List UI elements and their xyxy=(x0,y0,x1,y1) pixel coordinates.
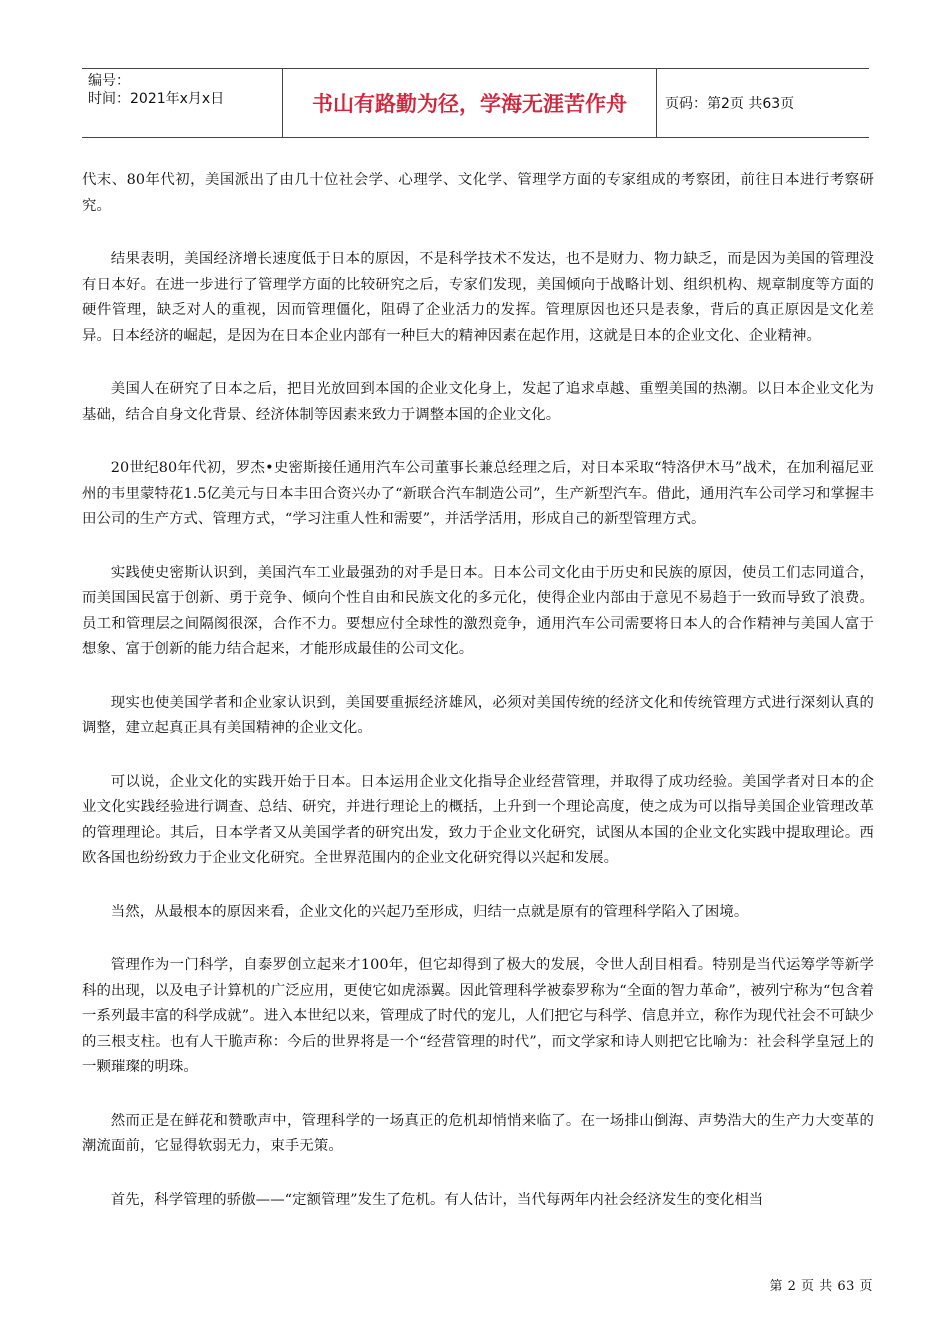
page-header xyxy=(82,68,869,138)
date-label: 时间：2021年x月x日 xyxy=(88,91,225,107)
paragraph: 结果表明，美国经济增长速度低于日本的原因，不是科学技术不发达，也不是财力、物力缺乏，而是因为美国的管理没有日本好。在进一步进行了管理学方面的比较研究之后，专家们发现，美国倾向于战略计划、组织机构、规章制度等方面的硬件管理，缺乏对人的重视，因而管理僵化，阻碍了企业活力的发挥。管理原因也还只是表象，背后的真正原因是文化差异。日本经济的崛起，是因为在日本企业内部有一种巨大的精神因素在起作用，这就是日本的企业文化、企业精神。 xyxy=(82,251,874,344)
paragraph: 现实也使美国学者和企业家认识到，美国要重振经济雄风，必须对美国传统的经济文化和传统管理方式进行深刻认真的调整，建立起真正具有美国精神的企业文化。 xyxy=(82,694,874,736)
header-motto: 书山有路勤为径，学海无涯苦作舟 xyxy=(283,69,657,137)
document-body xyxy=(82,168,874,1241)
paragraph: 当然，从最根本的原因来看，企业文化的兴起乃至形成，归结一点就是原有的管理科学陷入了困境。 xyxy=(110,903,749,920)
paragraph: 20世纪80年代初，罗杰•史密斯接任通用汽车公司董事长兼总经理之后，对日本采取“特洛伊木马”战术，在加利福尼亚州的韦里蒙特花1.5亿美元与日本丰田合资兴办了“新联合汽车制造公司”，生产新型汽车。借此，通用汽车公司学习和掌握丰田公司的生产方式、管理方式，“学习注重人性和需要”，并活学活用，形成自己的新型管理方式。 xyxy=(82,460,874,527)
header-page-info: 页码：第2页 共63页 xyxy=(665,96,795,112)
header-meta xyxy=(82,69,283,137)
paragraph: 美国人在研究了日本之后，把目光放回到本国的企业文化身上，发起了追求卓越、重塑美国的热潮。以日本企业文化为基础，结合自身文化背景、经济体制等因素来致力于调整本国的企业文化。 xyxy=(82,381,874,423)
paragraph: 首先，科学管理的骄傲——“定额管理”发生了危机。有人估计，当代每两年内社会经济发生的变化相当 xyxy=(110,1191,764,1208)
paragraph: 实践使史密斯认识到，美国汽车工业最强劲的对手是日本。日本公司文化由于历史和民族的原因，使员工们志同道合，而美国国民富于创新、勇于竞争、倾向个性自由和民族文化的多元化，使得企业内部由于意见不易趋于一致而导致了浪费。员工和管理层之间隔阂很深，合作不力。要想应付全球性的激烈竞争，通用汽车公司需要将日本人的合作精神与美国人富于想象、富于创新的能力结合起来，才能形成最佳的公司文化。 xyxy=(82,564,874,657)
paragraph: 管理作为一门科学，自泰罗创立起来才100年，但它却得到了极大的发展，令世人刮目相看。特别是当代运筹学等新学科的出现，以及电子计算机的广泛应用，更使它如虎添翼。因此管理科学被泰罗称为“全面的智力革命”，被列宁称为“包含着一系列最丰富的科学成就”。进入本世纪以来，管理成了时代的宠儿，人们把它与科学、信息并立，称作为现代社会不可缺少的三根支柱。也有人干脆声称：今后的世界将是一个“经营管理的时代”，而文学家和诗人则把它比喻为：社会科学皇冠上的一颗璀璨的明珠。 xyxy=(82,957,874,1075)
number-label: 编号： xyxy=(88,73,130,89)
paragraph: 然而正是在鲜花和赞歌声中，管理科学的一场真正的危机却悄悄来临了。在一场排山倒海、声势浩大的生产力大变革的潮流面前，它显得软弱无力，束手无策。 xyxy=(82,1112,874,1154)
paragraph: 代末、80年代初，美国派出了由几十位社会学、心理学、文化学、管理学方面的专家组成的考察团，前往日本进行考察研究。 xyxy=(82,172,874,214)
paragraph: 可以说，企业文化的实践开始于日本。日本运用企业文化指导企业经营管理，并取得了成功经验。美国学者对日本的企业文化实践经验进行调查、总结、研究，并进行理论上的概括，上升到一个理论高度，使之成为可以指导美国企业管理改革的管理理论。其后，日本学者又从美国学者的研究出发，致力于企业文化研究，试图从本国的企业文化实践中提取理论。西欧各国也纷纷致力于企业文化研究。全世界范围内的企业文化研究得以兴起和发展。 xyxy=(82,773,874,866)
page-footer: 第 2 页 共 63 页 xyxy=(769,1279,873,1294)
